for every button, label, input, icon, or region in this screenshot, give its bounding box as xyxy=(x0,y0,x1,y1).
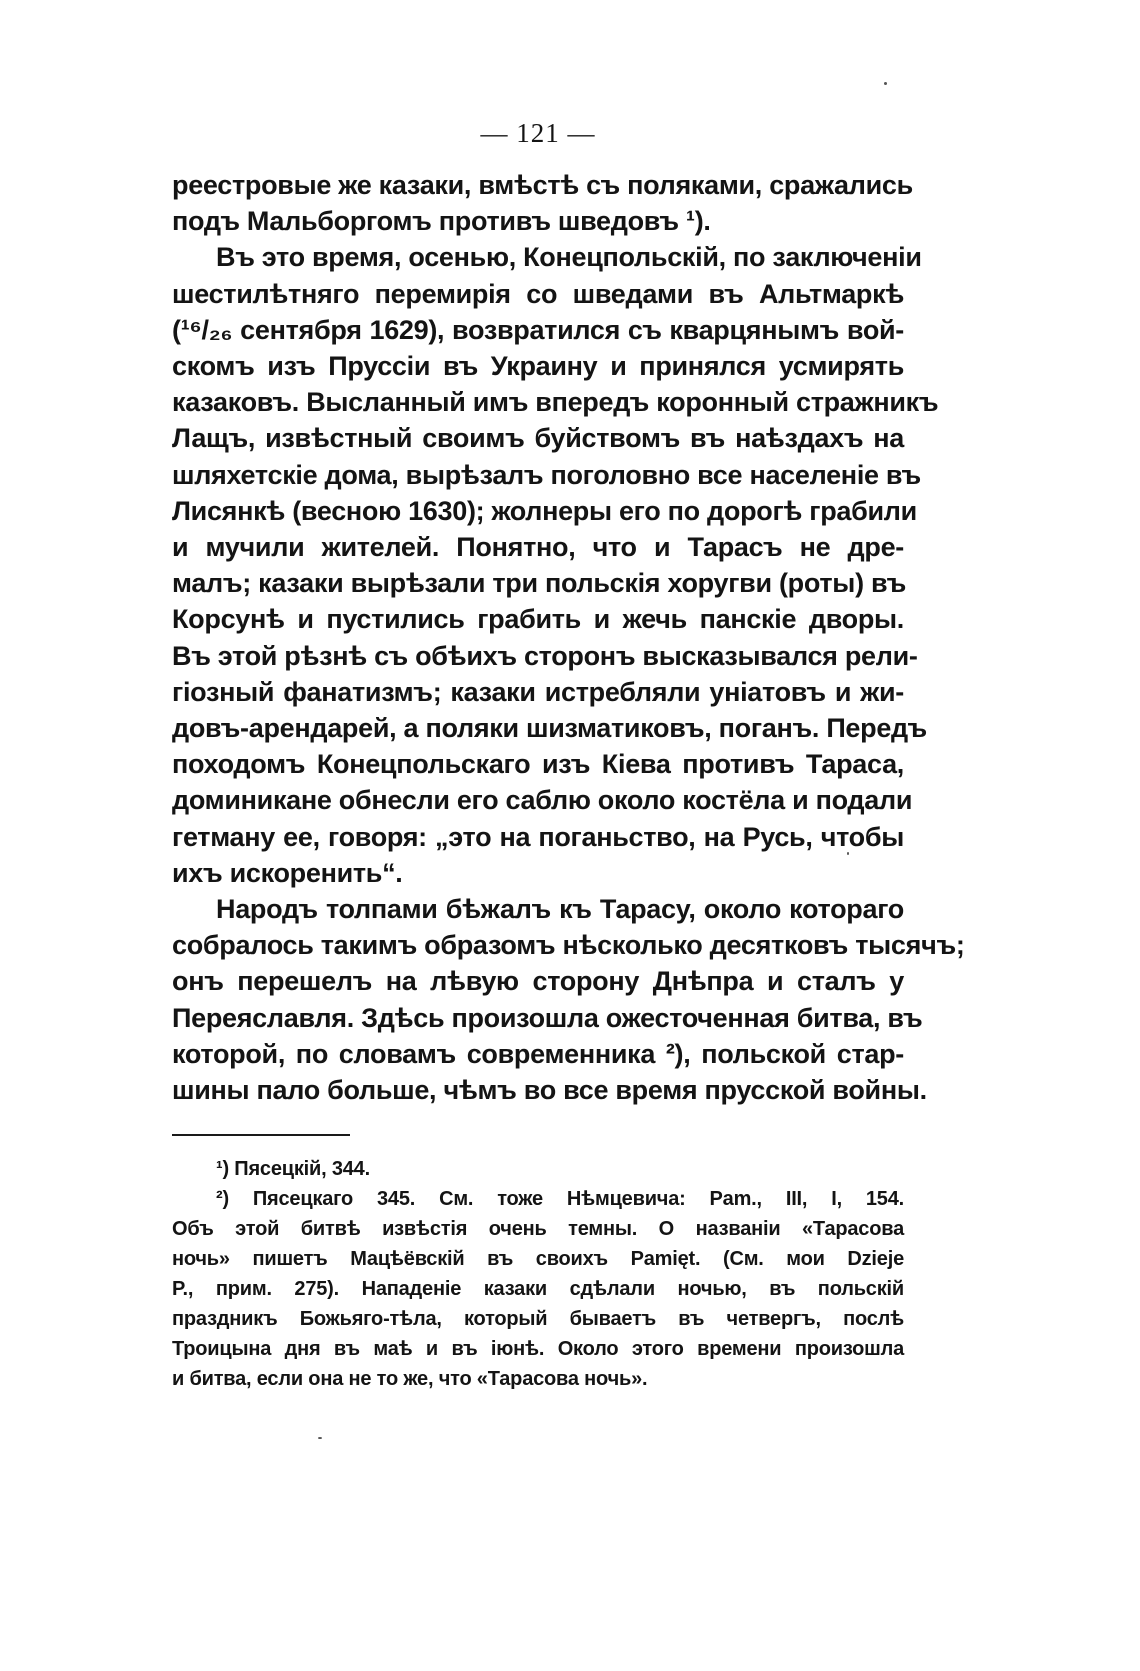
page-number: — 121 — xyxy=(480,118,596,148)
text-line: Лащъ, извѣстный своимъ буйствомъ въ наѣздахъ на xyxy=(172,423,904,454)
text-line: подъ Мальборгомъ противъ шведовъ ¹). xyxy=(172,206,711,237)
scan-speck xyxy=(318,1437,322,1439)
footnote-line: и битва, если она не то же, что «Тарасова ночь». xyxy=(172,1368,648,1391)
book-page xyxy=(172,118,965,1394)
text-line: собралось такимъ образомъ нѣсколько десятковъ тысячъ; xyxy=(172,930,965,961)
text-line: Въ это время, осенью, Конецпольскій, по заключеніи xyxy=(216,242,922,273)
footnote-divider xyxy=(172,1134,350,1136)
text-line: реестровые же казаки, вмѣстѣ съ поляками, сражались xyxy=(172,170,913,200)
footnote-line: P., прим. 275). Нападеніе казаки сдѣлали ночью, въ польскій xyxy=(172,1278,904,1301)
text-line: доминикане обнесли его саблю около костёла и подали xyxy=(172,785,913,816)
text-line: казаковъ. Высланный имъ впередъ коронный стражникъ xyxy=(172,387,939,418)
footnote-line: Объ этой битвѣ извѣстія очень темны. О названіи «Тарасова xyxy=(172,1218,904,1241)
text-line: походомъ Конецпольскаго изъ Кіева противъ Тараса, xyxy=(172,749,904,780)
text-line: которой, по словамъ современника ²), польской стар- xyxy=(172,1038,904,1069)
text-line: и мучили жителей. Понятно, что и Тарасъ не дре- xyxy=(172,532,904,563)
text-line: Народъ толпами бѣжалъ къ Тарасу, около котораго xyxy=(216,894,904,925)
footnote-line: ²) Пясецкаго 345. См. тоже Нѣмцевича: Pam., III, I, 154. xyxy=(216,1188,904,1211)
text-line: шины пало больше, чѣмъ во все время прусской войны. xyxy=(172,1075,927,1106)
text-line: малъ; казаки вырѣзали три польскія хоругви (роты) въ xyxy=(172,568,906,599)
footnote-line: Троицына дня въ маѣ и въ іюнѣ. Около этого времени произошла xyxy=(172,1338,904,1361)
paragraph-1 xyxy=(172,167,913,239)
text-line: ихъ искоренить“. xyxy=(172,857,403,888)
text-line: Лисянкѣ (весною 1630); жолнеры его по дорогѣ грабили xyxy=(172,495,917,526)
text-line: шляхетскіе дома, вырѣзалъ поголовно все населеніе въ xyxy=(172,459,921,490)
text-line: онъ перешелъ на лѣвую сторону Днѣпра и сталъ у xyxy=(172,966,904,997)
footnote-2 xyxy=(172,1184,904,1394)
text-line: скомъ изъ Пруссіи въ Украину и принялся усмирять xyxy=(172,351,904,382)
scan-speck xyxy=(884,82,887,85)
text-line: гіозный фанатизмъ; казаки истребляли уніатовъ и жи- xyxy=(172,676,904,707)
footnotes xyxy=(172,1154,904,1394)
footnote-line: праздникъ Божьяго-тѣла, который бываетъ въ четвергъ, послѣ xyxy=(172,1308,904,1331)
text-line: шестилѣтняго перемирія со шведами въ Альтмаркѣ xyxy=(172,278,904,309)
footnote-line: ¹) Пясецкій, 344. xyxy=(216,1158,370,1181)
main-text xyxy=(172,167,965,1108)
text-line: гетману ее, говоря: „это на поганьство, на Русь, чтобы xyxy=(172,821,904,852)
footnote-1 xyxy=(172,1154,904,1184)
text-line: Корсунѣ и пустились грабить и жечь панскіе дворы. xyxy=(172,604,904,635)
footnote-line: ночь» пишетъ Мацѣёвскій въ своихъ Pamięt. (См. мои Dzieje xyxy=(172,1248,904,1271)
paragraph-3 xyxy=(172,891,965,1108)
text-line: довъ-арендарей, а поляки шизматиковъ, поганъ. Передъ xyxy=(172,713,927,744)
text-line: Переяславля. Здѣсь произошла ожесточенная битва, въ xyxy=(172,1002,923,1033)
text-line: (¹⁶/₂₆ сентября 1629), возвратился съ кварцянымъ вой- xyxy=(172,314,904,345)
scan-speck xyxy=(847,852,849,855)
text-line: Въ этой рѣзнѣ съ обѣихъ сторонъ высказывался рели- xyxy=(172,640,918,671)
paragraph-2 xyxy=(172,239,939,891)
